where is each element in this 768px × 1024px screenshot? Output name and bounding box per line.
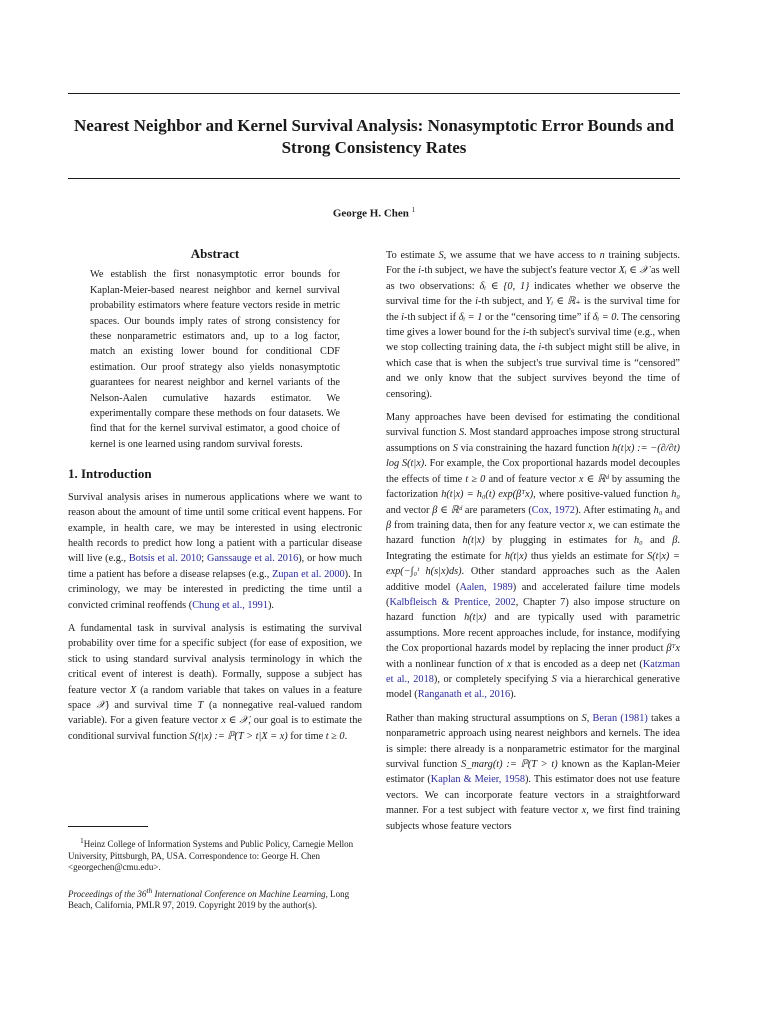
proceedings-note: Proceedings of the 36th International Conference on Machine Learning, Long Beach, California, PMLR 97, 2019. Copyright 2019 by the author(s). bbox=[68, 885, 350, 911]
citation-link[interactable]: Zupan et al. 2000 bbox=[272, 568, 345, 580]
right-paragraph-2: Many approaches have been devised for estimating the conditional survival function S. Most standard approaches impose strong structural assumptions on S via constraining the hazard function h(t|x) := −(∂/∂t) log S(t|x). For example, the Cox proportional hazards model decouples the effects of time t ≥ 0 and of feature vector x ∈ ℝᵈ by assuming the factorization h(t|x) = h₀(t) exp(βᵀx), where positive-valued function h₀ and vector β ∈ ℝᵈ are parameters (Cox, 1972). After estimating h₀ and β from training data, then for any feature vector x, we can estimate the hazard function h(t|x) by plugging in estimates for h₀ and β. Integrating the estimate for h(t|x) thus yields an estimate for S(t|x) = exp(−∫₀ᵗ h(s|x)ds). Other standard approaches such as the Aalen additive model (Aalen, 1989) and accelerated failure time models (Kalbfleisch & Prentice, 2002, Chapter 7) also impose structure on hazard function h(t|x) and are typically used with parametric assumptions. More recent approaches include, for instance, modifying the Cox proportional hazards model by replacing the inner product βᵀx with a nonlinear function of x that is encoded as a deep net (Katzman et al., 2018), or completely specifying S via a hierarchical generative model (Ranganath et al., 2016). bbox=[386, 412, 681, 701]
abstract-heading: Abstract bbox=[190, 246, 240, 261]
top-rule bbox=[68, 93, 680, 94]
author-affil-mark: 1 bbox=[411, 206, 416, 214]
citation-link[interactable]: Chung et al., 1991 bbox=[192, 599, 268, 611]
citation-link[interactable]: Beran (1981) bbox=[592, 712, 648, 724]
left-column bbox=[68, 246, 362, 752]
right-paragraph-3: Rather than making structural assumptions on S, Beran (1981) takes a nonparametric approach using nearest neighbors and kernels. The idea is simple: there already is a nonparametric estimator for the marginal survival function S_marg(t) := ℙ(T > t) known as the Kaplan-Meier estimator (Kaplan & Meier, 1958). This estimator does not use feature vectors. We can incorporate feature vectors in a straightforward manner. For a test subject with feature vector x, we first find training subjects whose feature vectors bbox=[386, 712, 681, 832]
citation-link[interactable]: Cox, 1972 bbox=[531, 504, 575, 516]
section-heading-introduction: 1. Introduction bbox=[68, 466, 152, 482]
right-paragraph-1: To estimate S, we assume that we have access to n training subjects. For the i-th subject, we have the subject's feature vector Xᵢ ∈ 𝒳 as well as two observations: δᵢ ∈ {0, 1} indicates whether we observe the survival time for the i-th subject, and Yᵢ ∈ ℝ₊ is the survival time for the i-th subject if δᵢ = 1 or the “censoring time” if δᵢ = 0. The censoring time gives a lower bound for the i-th subject's survival time (e.g., when we stop collecting training data, the i-th subject might still be alive, in which case that is when the subject's true survival time is “censored” and we only know that the subject survives beyond the time of censoring). bbox=[386, 250, 681, 400]
author-line bbox=[68, 206, 680, 220]
citation-link[interactable]: Katzman et al., 2018 bbox=[386, 658, 680, 685]
footnote-rule bbox=[68, 826, 148, 827]
abstract-text: We establish the first nonasymptotic error bounds for Kaplan-Meier-based nearest neighbor and kernel survival probability estimators where feature vectors reside in metric spaces. Our bounds imply rates of strong consistency for these nonparametric estimators and, up to a log factor, match an existing lower bound for conditional CDF estimation. Our proof strategy also yields nonasymptotic guarantees for nearest neighbor and kernel variants of the Nelson-Aalen cumulative hazards estimator. We experimentally compare these methods on four datasets. We find that for the kernel survival estimator, a good choice of kernel is one learned using random survival forests. bbox=[90, 269, 340, 450]
title-bottom-rule bbox=[68, 178, 680, 179]
citation-link[interactable]: Kaplan & Meier, 1958 bbox=[430, 774, 525, 786]
citation-link[interactable]: Ranganath et al., 2016 bbox=[417, 689, 511, 701]
citation-link[interactable]: Botsis et al. 2010 bbox=[128, 553, 202, 565]
author-name: George H. Chen bbox=[332, 207, 409, 220]
intro-paragraph-1: Survival analysis arises in numerous applications where we want to reason about the amount of time until some critical event happens. For example, in health care, we may be interested in using electronic health records to predict how long a patient with a particular disease will live (e.g., Botsis et al. 2010; Ganssauge et al. 2016), or how much time a patient has before a disease relapses (e.g., Zupan et al. 2000). In criminology, we may be interested in predicting the time until a convicted criminal reoffends (Chung et al., 1991). bbox=[68, 491, 363, 611]
paper-title: Nearest Neighbor and Kernel Survival Analysis: Nonasymptotic Error Bounds and Strong Consistency Rates bbox=[74, 116, 674, 157]
footnote-area bbox=[68, 826, 362, 912]
citation-link[interactable]: Ganssauge et al. 2016 bbox=[207, 553, 299, 565]
citation-link[interactable]: Aalen, 1989 bbox=[459, 581, 513, 593]
footnote-affiliation: $^1$Heinz College of Information Systems and Public Policy, Carnegie Mellon University, Pittsburgh, PA, USA. Correspondence to: George H. Chen <georgechen@cmu.edu>. bbox=[68, 836, 354, 873]
right-column bbox=[386, 248, 680, 842]
citation-link[interactable]: Kalbfleisch & Prentice, 2002 bbox=[389, 596, 516, 608]
intro-paragraph-2: A fundamental task in survival analysis is estimating the survival probability over time for a specific subject (for ease of exposition, we stick to using standard survival analysis terminology in which the critical event of interest is death). Formally, suppose a subject has feature vector X (a random variable that takes on values in a feature space 𝒳) and survival time T (a nonnegative real-valued random variable). For a given feature vector x ∈ 𝒳, our goal is to estimate the conditional survival function S(t|x) := ℙ(T > t|X = x) for time t ≥ 0. bbox=[68, 622, 362, 742]
